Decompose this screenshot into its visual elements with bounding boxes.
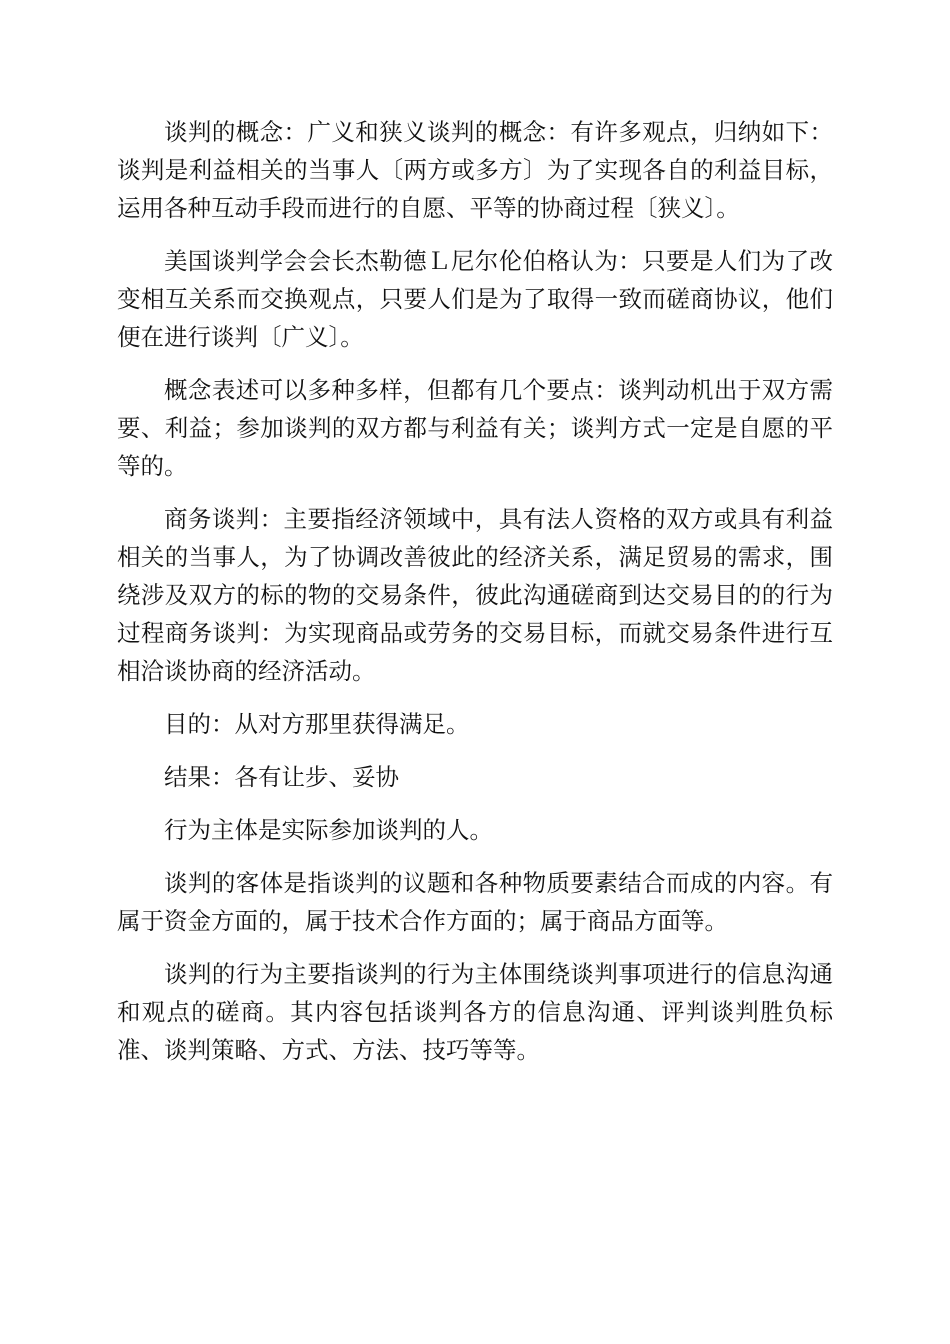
paragraph-negotiation-concept: 谈判的概念：广义和狭义谈判的概念：有许多观点，归纳如下：谈判是利益相关的当事人〔两方或多方〕为了实现各自的利益目标，运用各种互动手段而进行的自愿、平等的协商过程〔狭义〕。 [117,118,833,222]
paragraph-behavior: 谈判的行为主要指谈判的行为主体围绕谈判事项进行的信息沟通和观点的磋商。其内容包括谈判各方的信息沟通、评判谈判胜负标准、谈判策略、方式、方法、技巧等等。 [117,960,833,1064]
paragraph-subject: 行为主体是实际参加谈判的人。 [164,816,493,844]
paragraph-purpose: 目的：从对方那里获得满足。 [164,710,470,738]
paragraph-key-points: 概念表述可以多种多样，但都有几个要点：谈判动机出于双方需要、利益；参加谈判的双方都与利益有关；谈判方式一定是自愿的平等的。 [117,376,833,480]
paragraph-object: 谈判的客体是指谈判的议题和各种物质要素结合而成的内容。有属于资金方面的，属于技术合作方面的；属于商品方面等。 [117,869,833,935]
paragraph-business-negotiation: 商务谈判：主要指经济领域中，具有法人资格的双方或具有利益相关的当事人，为了协调改善彼此的经济关系，满足贸易的需求，围绕涉及双方的标的物的交易条件，彼此沟通磋商到达交易目的的行为过程商务谈判：为实现商品或劳务的交易目标，而就交易条件进行互相洽谈协商的经济活动。 [117,505,833,685]
paragraph-result: 结果：各有让步、妥协 [164,763,399,791]
paragraph-nierenberg-definition: 美国谈判学会会长杰勒德Ｌ尼尔伦伯格认为：只要是人们为了改变相互关系而交换观点，只要人们是为了取得一致而磋商协议，他们便在进行谈判〔广义〕。 [117,247,833,351]
document-body [117,113,833,1084]
